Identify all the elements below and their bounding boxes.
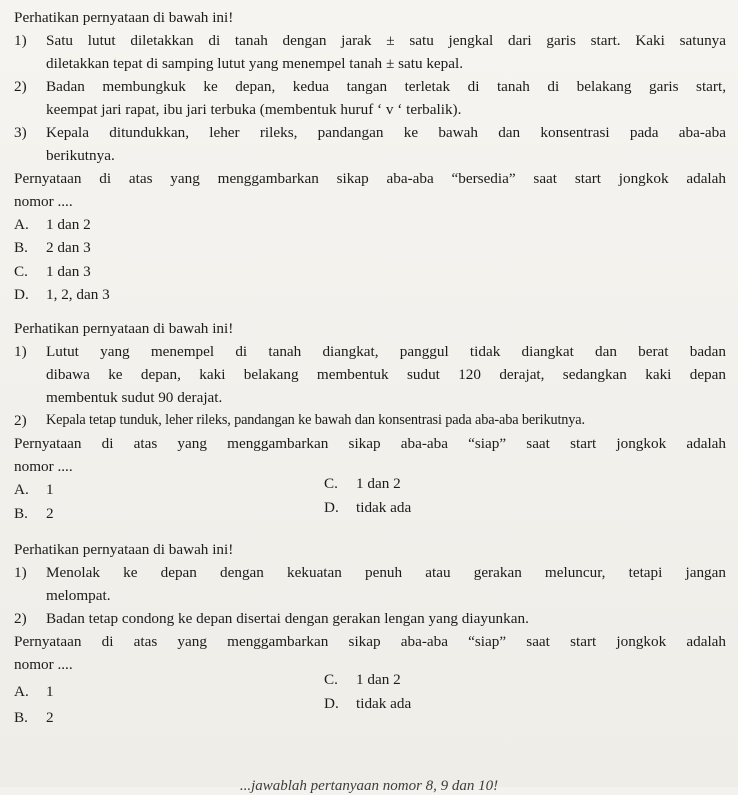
question-3 (14, 538, 726, 724)
statement-line: berikutnya. (46, 147, 115, 164)
statement-line: Kepala tetap tunduk, leher rileks, pandangan ke bawah dan konsentrasi pada aba-aba berikutnya. (46, 411, 585, 428)
question-3-prompt-end: nomor .... (14, 655, 73, 673)
statement-line: dibawa ke depan, kaki belakang membentuk sudut 120 derajat, sedangkan kaki depan (46, 365, 726, 383)
statement-line: Menolak ke depan dengan kekuatan penuh atau gerakan meluncur, tetapi jangan (46, 563, 726, 581)
option-text: tidak ada (356, 694, 412, 712)
question-1-statement-3 (14, 121, 726, 167)
footer-instruction: ...jawablah pertanyaan nomor 8, 9 dan 10! (239, 778, 499, 794)
option-text: 1 dan 3 (46, 262, 91, 280)
question-1-prompt: Pernyataan di atas yang menggambarkan sikap aba-aba “bersedia” saat start jongkok adalah (14, 170, 726, 187)
option-letter: D. (324, 694, 339, 712)
option-letter: A. (14, 216, 29, 233)
question-3-statement-2 (14, 607, 726, 630)
statement-line: Lutut yang menempel di tanah diangkat, panggul tidak diangkat dan berat badan (46, 342, 726, 360)
statement-line: Badan tetap condong ke depan disertai dengan gerakan lengan yang diayunkan. (46, 609, 529, 627)
statement-line: keempat jari rapat, ibu jari terbuka (membentuk huruf ‘ v ‘ terbalik). (46, 101, 462, 118)
option-letter: B. (14, 239, 28, 257)
question-3-intro: Perhatikan pernyataan di bawah ini! (14, 540, 234, 558)
option-text: 2 (46, 708, 54, 726)
question-1 (14, 6, 726, 307)
option-letter: C. (14, 262, 28, 280)
statement-number: 3) (14, 124, 27, 141)
option-d[interactable] (324, 496, 411, 519)
option-text: 1 (46, 480, 54, 498)
option-c[interactable] (324, 668, 401, 691)
question-2-statement-2 (14, 409, 726, 432)
statement-number: 2) (14, 609, 27, 627)
option-text: 1, 2, dan 3 (46, 286, 110, 304)
option-letter: A. (14, 682, 29, 700)
statement-line: melompat. (46, 586, 111, 604)
question-2 (14, 317, 726, 526)
statement-line: Satu lutut diletakkan di tanah dengan jarak ± satu jengkal dari garis start. Kaki satunya (46, 32, 726, 49)
option-c[interactable] (14, 260, 726, 283)
statement-number: 1) (14, 32, 27, 49)
option-d[interactable] (324, 692, 411, 715)
option-letter: B. (14, 708, 28, 726)
option-a[interactable] (14, 478, 54, 501)
option-letter: C. (324, 670, 338, 688)
question-1-prompt-end: nomor .... (14, 193, 73, 210)
question-1-intro: Perhatikan pernyataan di bawah ini! (14, 9, 234, 26)
statement-number: 2) (14, 411, 27, 429)
statement-line: Badan membungkuk ke depan, kedua tangan terletak di tanah di belakang garis start, (46, 78, 726, 95)
option-a[interactable] (14, 680, 54, 703)
question-1-statement-2 (14, 75, 726, 121)
option-c[interactable] (324, 472, 401, 495)
option-b[interactable] (14, 236, 726, 259)
question-2-prompt: Pernyataan di atas yang menggambarkan sikap aba-aba “siap” saat start jongkok adalah (14, 434, 726, 452)
statement-number: 2) (14, 78, 27, 95)
statement-number: 1) (14, 563, 27, 581)
option-letter: C. (324, 474, 338, 492)
option-letter: B. (14, 504, 28, 522)
option-letter: A. (14, 480, 29, 498)
statement-line: Kepala ditundukkan, leher rileks, pandangan ke bawah dan konsentrasi pada aba-aba (46, 124, 726, 141)
option-text: 1 dan 2 (356, 670, 401, 688)
option-text: 2 dan 3 (46, 239, 91, 257)
statement-number: 1) (14, 342, 27, 360)
option-text: 1 dan 2 (356, 474, 401, 492)
option-a[interactable] (14, 213, 726, 236)
option-text: 2 (46, 504, 54, 522)
option-d[interactable] (14, 283, 726, 306)
question-3-prompt: Pernyataan di atas yang menggambarkan sikap aba-aba “siap” saat start jongkok adalah (14, 632, 726, 650)
question-1-statement-1 (14, 29, 726, 75)
option-text: 1 (46, 682, 54, 700)
question-2-prompt-end: nomor .... (14, 457, 73, 475)
option-text: 1 dan 2 (46, 216, 91, 233)
option-text: tidak ada (356, 498, 412, 516)
question-2-intro: Perhatikan pernyataan di bawah ini! (14, 319, 234, 337)
question-3-statement-1 (14, 561, 726, 607)
option-letter: D. (14, 286, 29, 304)
question-2-statement-1 (14, 340, 726, 409)
option-b[interactable] (14, 706, 54, 729)
question-2-options (14, 474, 726, 526)
question-3-options (14, 670, 726, 726)
statement-line: membentuk sudut 90 derajat. (46, 388, 223, 406)
option-b[interactable] (14, 502, 54, 525)
statement-line: diletakkan tepat di samping lutut yang menempel tanah ± satu kepal. (46, 55, 464, 72)
option-letter: D. (324, 498, 339, 516)
